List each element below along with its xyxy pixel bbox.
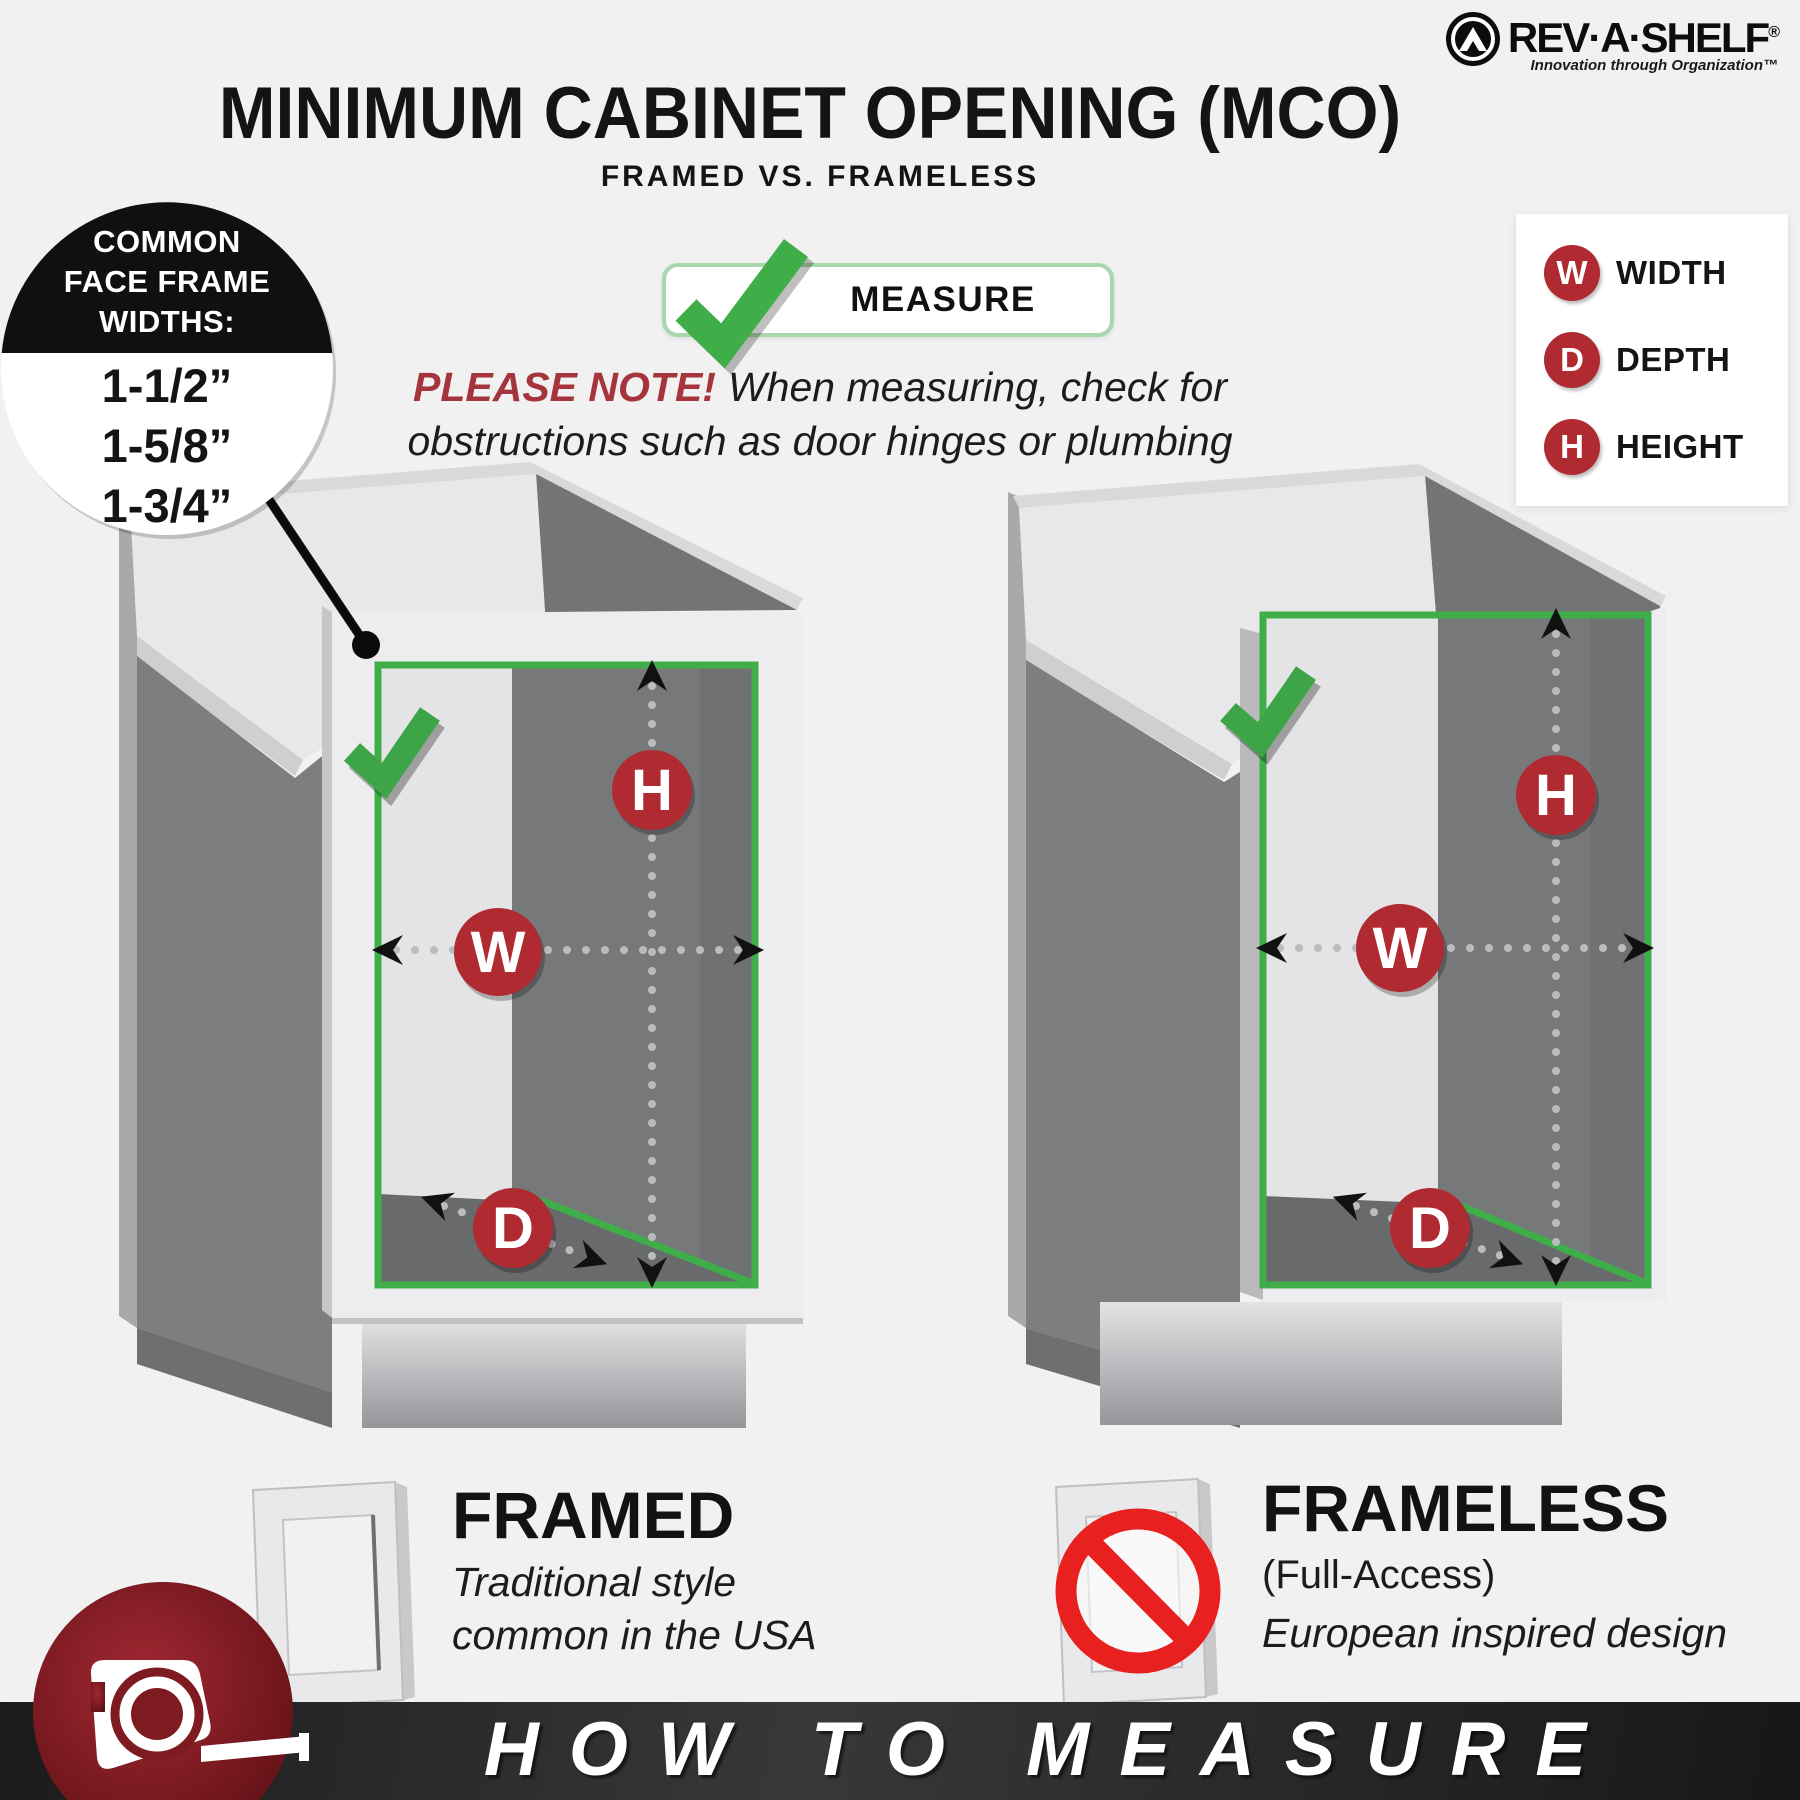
measure-label: MEASURE <box>850 280 1036 319</box>
width-value: 1-3/4” <box>101 479 233 532</box>
page-subtitle: FRAMED VS. FRAMELESS <box>600 160 1040 193</box>
registered-mark: ® <box>1768 24 1778 41</box>
cabinet-side-panel <box>137 656 332 1392</box>
footer-bar <box>0 1702 1800 1800</box>
cabinet-top-interior <box>536 474 797 612</box>
legend-row-height <box>1544 419 1788 475</box>
width-value: 1-5/8” <box>101 419 233 472</box>
cabinet-side-edge <box>1008 492 1026 1328</box>
measure-box <box>662 263 1114 337</box>
badge-heading-line: COMMON <box>93 224 241 259</box>
brand-tagline: Innovation through Organization™ <box>1530 57 1778 74</box>
framed-desc-line: Traditional style <box>452 1559 737 1605</box>
frame-bottom-shadow <box>332 1318 803 1324</box>
legend-row-width <box>1544 245 1788 301</box>
brand-name: REV·A·SHELF® <box>1507 14 1778 61</box>
frameless-title: FRAMELESS <box>1262 1471 1670 1545</box>
width-letter-icon: W <box>1544 245 1600 301</box>
toe-kick <box>362 1318 746 1428</box>
width-value: 1-1/2” <box>101 359 233 412</box>
note <box>180 360 1460 468</box>
face-frame-edge <box>322 606 332 1318</box>
framed-title: FRAMED <box>452 1478 735 1552</box>
legend-height-label: HEIGHT <box>1616 428 1744 465</box>
note-line-2: obstructions such as door hinges or plumbing <box>407 418 1233 464</box>
frameless-subtitle: (Full-Access) <box>1262 1553 1496 1597</box>
height-letter: H <box>1535 763 1577 828</box>
cabinet-framed <box>119 462 803 1428</box>
badge-heading-line: WIDTHS: <box>98 304 236 339</box>
height-letter: H <box>631 758 673 823</box>
cabinet-frameless <box>1008 464 1666 1428</box>
callout-dot <box>352 631 380 659</box>
revashelf-logo-icon <box>1444 10 1502 68</box>
framed-description <box>452 1556 817 1662</box>
badge-heading <box>0 222 340 342</box>
framed-caption <box>452 1480 817 1662</box>
dimension-legend <box>1516 214 1788 506</box>
brand-logo <box>1444 10 1778 74</box>
frameless-caption <box>1262 1473 1727 1660</box>
width-letter: W <box>1372 916 1428 981</box>
frameless-description: European inspired design <box>1262 1610 1727 1656</box>
note-line-1 <box>180 360 1460 414</box>
legend-depth-label: DEPTH <box>1616 341 1731 378</box>
depth-letter-icon: D <box>1544 332 1600 388</box>
width-letter: W <box>470 920 526 985</box>
toe-kick <box>1100 1302 1562 1425</box>
framed-desc-line: common in the USA <box>452 1612 817 1658</box>
cabinet-side-edge <box>119 490 137 1328</box>
note-highlight: PLEASE NOTE! <box>412 364 716 410</box>
legend-row-depth <box>1544 332 1788 388</box>
depth-letter: D <box>1409 1196 1451 1261</box>
page-title: MINIMUM CABINET OPENING (MCO) <box>218 71 1402 155</box>
footer-title: HOW TO MEASURE <box>483 1707 1617 1792</box>
note-text: When measuring, check for <box>727 364 1228 410</box>
legend-width-label: WIDTH <box>1616 254 1727 291</box>
badge-heading-line: FACE FRAME <box>63 264 271 299</box>
height-letter-icon: H <box>1544 419 1600 475</box>
depth-letter: D <box>492 1196 534 1261</box>
opening-right-shade <box>700 665 755 1285</box>
